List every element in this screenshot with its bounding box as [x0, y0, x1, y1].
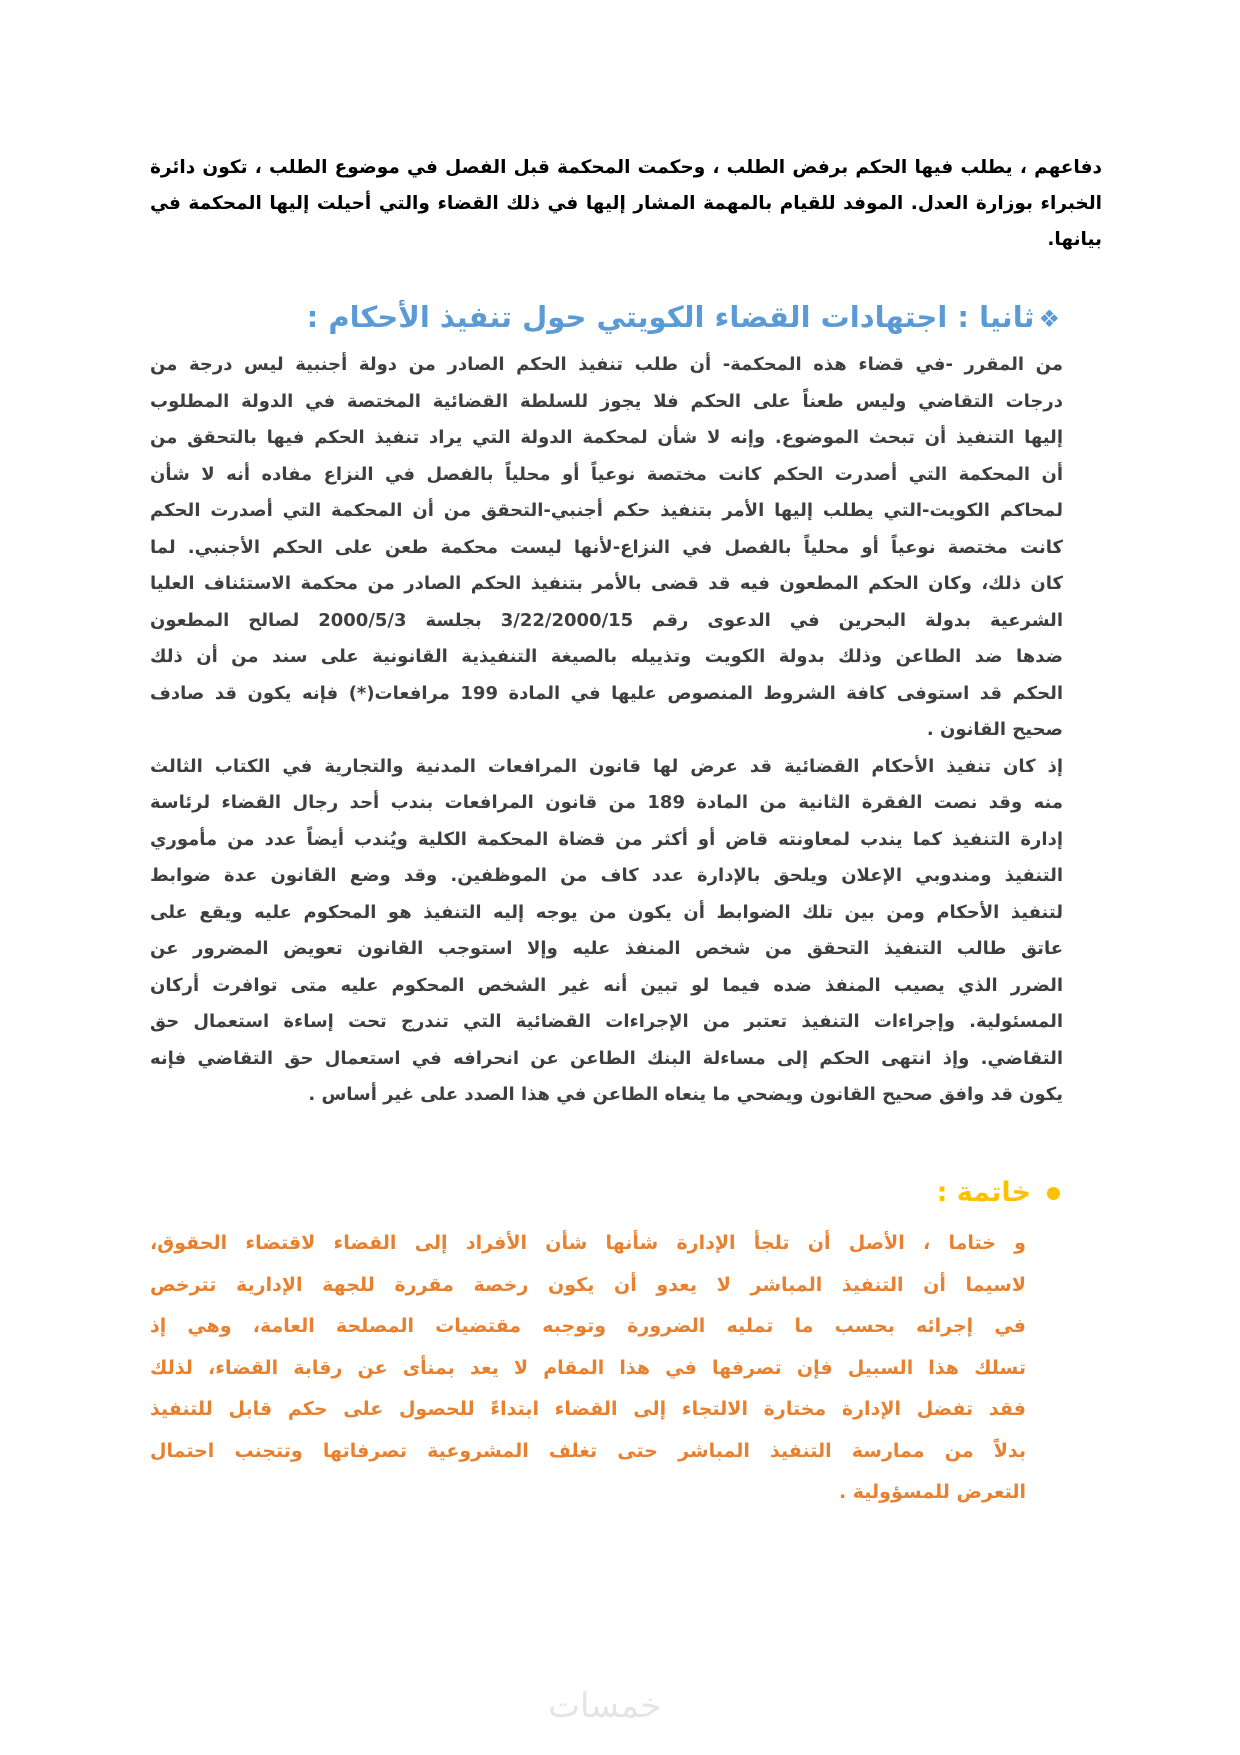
section-heading-kuwaiti-jurisprudence [150, 294, 1060, 340]
text-line: بيانها. [1047, 229, 1102, 250]
section2-body [150, 347, 1063, 1114]
text-line: المسئولية. وإجراءات التنفيذ تعتبر من الإجراءات القضائية التي تندرج تحت إساءة استعمال حق [150, 1011, 1063, 1032]
text-line: إليها التنفيذ أن تبحث الموضوع. وإنه لا شأن لمحكمة الدولة التي يراد تنفيذ الحكم فيها بالتحقق من [150, 427, 1063, 448]
text-line: التقاضي. وإذ انتهى الحكم إلى مساءلة البنك الطاعن عن انحرافه في استعمال حق التقاضي فإنه [150, 1047, 1063, 1069]
text-line: بدلاً من ممارسة التنفيذ المباشر حتى تغلف المشروعية تصرفاتها وتتجنب احتمال [150, 1439, 1026, 1462]
conclusion-heading [500, 1170, 1060, 1216]
watermark-logo: خمسات [548, 1686, 662, 1726]
text-line: الحكم قد استوفى كافة الشروط المنصوص عليها في المادة 199 مرافعات(*) فإنه يكون قد صادف [150, 682, 1063, 704]
text-line: في إجرائه بحسب ما تمليه الضرورة وتوجبه مقتضيات المصلحة العامة، وهي إذ [150, 1315, 1026, 1337]
text-line: عاتق طالب التنفيذ التحقق من شخص المنفذ عليه وإلا استوجب القانون تعويض المضرور عن [150, 938, 1063, 959]
text-line: درجات التقاضي وليس طعناً على الحكم فلا يجوز للسلطة القضائية المختصة في الدولة المطلوب [150, 390, 1063, 412]
text-line: لتنفيذ الأحكام ومن بين تلك الضوابط أن يكون من يوجه إليه التنفيذ هو المحكوم عليه ويقع على [150, 901, 1063, 923]
text-line: الضرر الذي يصيب المنفذ ضده فيما لو تبين أنه غير الشخص المحكوم عليه متى توافرت أركان [150, 974, 1063, 996]
text-line: و ختاما ، الأصل أن تلجأ الإدارة شأنها شأن الأفراد إلى القضاء لاقتضاء الحقوق، [150, 1232, 1026, 1254]
text-line: منه وقد نصت الفقرة الثانية من المادة 189 من قانون المرافعات بندب أحد رجال القضاء لرئاسة [150, 792, 1063, 813]
text-line: دفاعهم ، يطلب فيها الحكم برفض الطلب ، وحكمت المحكمة قبل الفصل في موضوع الطلب ، تكون دائرة [150, 157, 1102, 178]
text-line: كانت مختصة نوعياً أو محلياً بالفصل في النزاع-لأنها ليست محكمة طعن على الحكم الأجنبي. لما [150, 536, 1063, 558]
conclusion-body [150, 1223, 1026, 1514]
text-line: التعرض للمسؤولية . [838, 1481, 1026, 1503]
text-line: فقد تفضل الإدارة مختارة الالتجاء إلى القضاء ابتداءً للحصول على حكم قابل للتنفيذ [150, 1398, 1026, 1420]
text-line: من المقرر -في قضاء هذه المحكمة- أن طلب تنفيذ الحكم الصادر من دولة أجنبية ليس درجة من [150, 354, 1063, 375]
text-line: الشرعية بدولة البحرين في الدعوى رقم 3/22/2000/15 بجلسة 2000/5/3 لصالح المطعون [150, 609, 1063, 631]
text-line: تسلك هذا السبيل فإن تصرفها في هذا المقام لا يعد بمنأى عن رقابة القضاء، لذلك [150, 1356, 1026, 1379]
text-line: كان ذلك، وكان الحكم المطعون فيه قد قضى بالأمر بتنفيذ الحكم الصادر من محكمة الاستئناف العليا [150, 573, 1063, 594]
text-line: لمحاكم الكويت-التي يطلب إليها الأمر بتنفيذ حكم أجنبي-التحقق من أن المحكمة التي أصدرت الحكم [150, 500, 1063, 521]
section-heading-text: ثانيا : اجتهادات القضاء الكويتي حول تنفيذ الأحكام : [306, 300, 1035, 334]
diamond-bullet-icon: ❖ [1038, 305, 1060, 333]
text-line: ضدها ضد الطاعن وذلك بدولة الكويت وتذييله بالصيغة التنفيذية القانونية على سند من أن ذلك [150, 646, 1063, 667]
text-line: التنفيذ ومندوبي الإعلان ويلحق بالإدارة عدد كاف من الموظفين. وقد وضع القانون عدة ضوابط [150, 865, 1063, 886]
conclusion-heading-text: خاتمة : [936, 1177, 1031, 1208]
text-line: صحيح القانون . [926, 719, 1063, 740]
text-line: أن المحكمة التي أصدرت الحكم كانت مختصة نوعياً أو محلياً بالفصل في النزاع مفاده أنه لا شأن [150, 463, 1063, 485]
text-line: يكون قد وافق صحيح القانون ويضحي ما ينعاه الطاعن في هذا الصدد على غير أساس . [308, 1084, 1063, 1105]
bullet-dot-icon [1047, 1187, 1060, 1200]
intro-paragraph [150, 150, 1102, 258]
text-line: إدارة التنفيذ كما يندب لمعاونته قاض أو أكثر من قضاة المحكمة الكلية ويُندب أيضاً عدد من مأموري [150, 828, 1063, 850]
text-line: لاسيما أن التنفيذ المباشر لا يعدو أن يكون رخصة مقررة للجهة الإدارية تترخص [150, 1273, 1026, 1296]
text-line: الخبراء بوزارة العدل. الموفد للقيام بالمهمة المشار إليها في ذلك القضاء والتي أحيلت إليها المحكمة في [150, 193, 1102, 214]
text-line: إذ كان تنفيذ الأحكام القضائية قد عرض لها قانون المرافعات المدنية والتجارية في الكتاب الثالث [150, 755, 1063, 777]
